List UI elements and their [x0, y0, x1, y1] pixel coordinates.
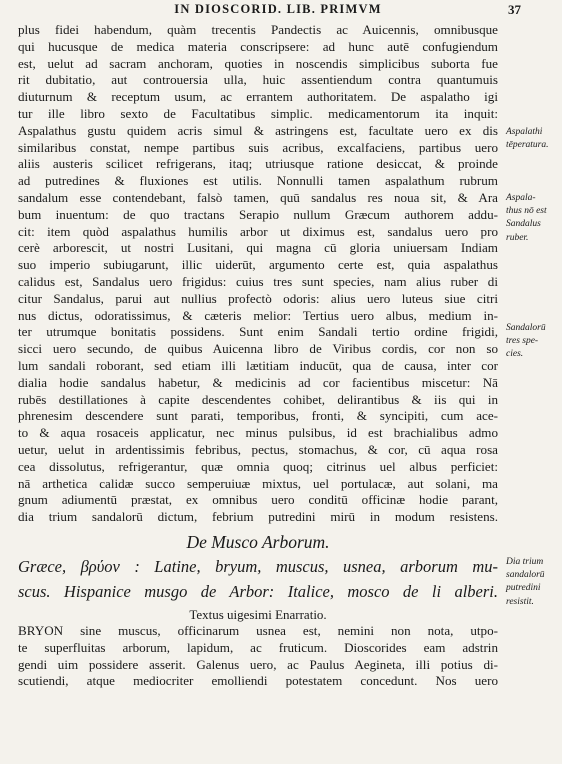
text-line: dia trium sandalorū dictum, febrium putredini mirū in modum resistens.: [18, 509, 498, 525]
section-heading: De Musco Arborum.: [186, 531, 330, 552]
margin-note-line: ruber.: [506, 232, 529, 243]
text-line: tur ille libro sexto de Facultatibus simplic. medicamentorum ita inquit:: [18, 105, 498, 121]
margin-note-aspalathi-temperatura: [506, 126, 562, 152]
margin-note-line: Sandalorū: [506, 323, 546, 333]
text-line: sicci uero secundo, de quibus Auicenna libro de Viribus cordis, cor non so: [18, 341, 498, 357]
text-line: gendi uim possidere asserit. Galenus uero, ac Paulus Aegineta, illi potius di-: [18, 656, 498, 672]
text-line: cit: item quòd aspalathus humilis arbor ut diximus est, sandalus uero pro: [18, 223, 498, 239]
text-line: lum sandali roborant, sed etiam illi lætitiam inducūt, qua de causa, inter cor: [18, 357, 498, 373]
text-line: bum inuentum: de quo tractans Serapio nullum Græcum authorem addu-: [18, 206, 498, 222]
text-line: est, uelut ad sacram anchoram, quoties in noscendis simplicibus suborta fue: [18, 55, 498, 71]
text-line: sandalum esse contendebant, falsò tamen, quū sandalus res noua sit, & Ara: [18, 189, 498, 205]
margin-note-aspalathus-non-sandalus: [506, 192, 562, 245]
text-line: aliis austeris scilicet refrigerans, itaq; utriusque ratione desiccat, & proinde: [18, 156, 498, 172]
text-line: rit dubitatio, aut controuersia ulla, huic assentiendum contra quantumuis: [18, 72, 498, 88]
text-line: Aspalathus gustu quidem acris simul & astringens est, facultate uero ex dis: [18, 122, 498, 138]
synonyms-line: scus. Hispanice musgo de Arbor: Italice, mosco de li alberi.: [18, 581, 498, 601]
margin-note-line: resistit.: [506, 596, 534, 607]
margin-note-line: tres spe-: [506, 336, 539, 347]
text-line: qui hucusque de medica materia conscripsere: ad hunc autē confugiendum: [18, 38, 498, 54]
main-text-column: [18, 22, 498, 690]
enarratio-paragraph: [18, 623, 498, 690]
page-number: 37: [508, 2, 521, 17]
text-line: nus dictus, odoratissimus, & cæteris melior: Tertius uero albus, medium in-: [18, 307, 498, 323]
text-line: cerè arborescit, ut nostri Lusitani, qui magna cū gloria uniuersam Indiam: [18, 240, 498, 256]
margin-note-line: Aspala-: [506, 193, 536, 203]
synonyms-block: [18, 554, 498, 604]
margin-note-line: tēperatura.: [506, 140, 549, 151]
text-line: scutiendi, atque mediocriter emolliendi potestatem concedunt. Nos uero: [18, 673, 498, 689]
margin-note-line: Sandalus: [506, 219, 541, 230]
margin-note-line: Aspalathi: [506, 127, 543, 137]
text-line: plus fidei habendum, quàm trecentis Pandectis ac Auicennis, omnibusque: [18, 22, 498, 37]
text-line: suo imperio subiugarunt, illic uiderūt, argumento certe est, quia aspalathus: [18, 257, 498, 273]
text-line: gnum adiumentū præstat, ex omnibus uero conditū officinæ hodie parant,: [18, 492, 498, 508]
margin-note-line: cies.: [506, 349, 524, 360]
text-line: rubēs destillationes à capite descendentes cohibet, delirantibus & iis qui in: [18, 391, 498, 407]
margin-note-line: putredini: [506, 583, 541, 594]
text-line: nā arthetica calidæ succo semperuiuæ mixtus, uel portulacæ, aut solani, ma: [18, 475, 498, 491]
margin-note-line: Dia trium: [506, 557, 544, 567]
margin-note-line: sandalorū: [506, 570, 545, 581]
text-line: uetur, uelut in ardentissimis febribus, pectus, stomachus, & cor, cū aqua rosa: [18, 441, 498, 457]
text-line: te superfluitas arborum, lapidum, ac fruticum. Dioscorides eam adstrin: [18, 639, 498, 655]
text-line: to & aqua rosaceis applicatur, nec minus pulsibus, id est brachialibus admo: [18, 425, 498, 441]
subheading: Textus uigesimi Enarratio.: [189, 606, 327, 622]
text-line: ad putredines & fluxiones est utilis. Nonnulli tamen aspalathum rubrum: [18, 173, 498, 189]
text-line: citur Sandalus, parui aut nullius profectò odoris: alius uero luteus siue citri: [18, 290, 498, 306]
margin-note-line: thus nō est: [506, 206, 547, 217]
text-line: ter utrumque bonitatis possidens. Sunt enim Sandali tertio ordine frigidi,: [18, 324, 498, 340]
margin-note-sandalorum-species: [506, 322, 562, 362]
commentary-paragraph: [18, 22, 498, 526]
text-line: dialia hodie sandalus habetur, & medicinis ad cor facientibus miscetur: Nā: [18, 374, 498, 390]
synonyms-line: Græce, βρύον : Latine, bryum, muscus, usnea, arborum mu-: [18, 556, 498, 576]
text-line: BRYON sine muscus, officinarum usnea est, nemini non nota, utpo-: [18, 622, 498, 638]
margin-note-dia-trium: [506, 556, 562, 609]
text-line: diuturnum & receptum usum, ac errantem authoritatem. De aspalatho igi: [18, 89, 498, 105]
running-head: IN DIOSCORID. LIB. PRIMVM: [174, 2, 382, 16]
text-line: phrenesim descendere sunt parati, temporibus, fronti, & syncipiti, cum ace-: [18, 408, 498, 424]
text-line: similaribus constat, nempe partibus suis acribus, excalfaciens, partibus uero: [18, 139, 498, 155]
text-line: cea dissolutus, refrigerantur, quæ omnia quoq; citrinus uel albus perficiet:: [18, 458, 498, 474]
text-line: calidus est, Sandalus uero frigidus: cuius tres sunt species, nam alius ruber di: [18, 273, 498, 289]
